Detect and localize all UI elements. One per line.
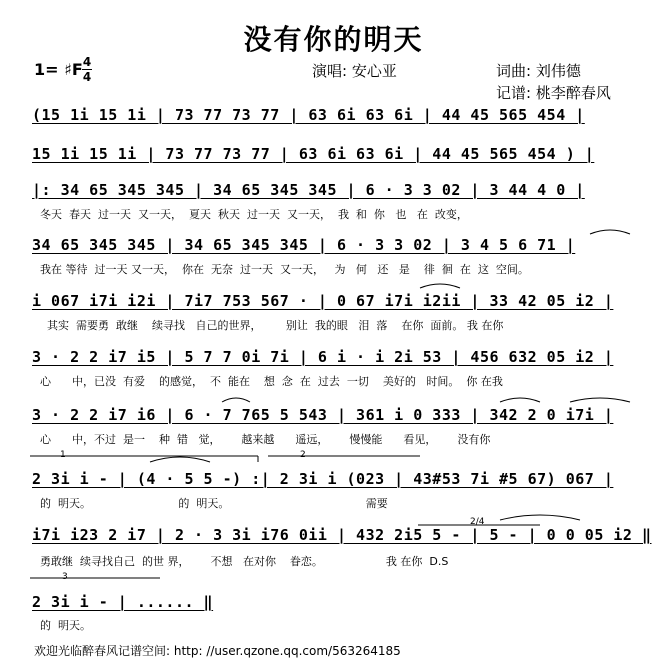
score-line-3: |: 34 65 345 345 | 34 65 345 345 | 6 · 3 3 02 | 3 44 4 0 | xyxy=(32,181,585,199)
tie-marks xyxy=(150,230,630,520)
meter-top: 4 xyxy=(82,55,92,69)
lyric-line-10: 的 明天。 xyxy=(40,619,91,632)
score-line-10: 2 3i i - | ...... ‖ xyxy=(32,593,214,611)
volta-2-label: 2 xyxy=(300,450,306,460)
score-line-6: 3 · 2 2 i7 i5 | 5 7 7 0i 7i | 6 i · i 2i 53 | 456 632 05 i2 | xyxy=(32,348,614,366)
lyric-line-3: 冬天 春天 过一天 又一天， 夏天 秋天 过一天 又一天， 我 和 你 也 在 改变， xyxy=(40,208,468,221)
lyric-line-9: 勇敢继 续寻找自己 的世 界， 不想 在对你 眷恋。 我 在你 D.S xyxy=(40,555,449,568)
key-signature: 1= ♯F xyxy=(34,60,83,79)
score-line-7: 3 · 2 2 i7 i6 | 6 · 7 765 5 543 | 361 i 0 333 | 342 2 0 i7i | xyxy=(32,406,614,424)
fraction-label: 2/4 xyxy=(470,517,485,527)
score-line-2: 15 1i 15 1i | 73 77 73 77 | 63 6i 63 6i | 44 45 565 454 ) | xyxy=(32,145,595,163)
score-line-8: 2 3i i - | (4 · 5 5 -) :| 2 3i i (023 | 43#53 7i #5 67) 067 | xyxy=(32,470,614,488)
score-line-5: i 067 i7i i2i | 7i7 753 567 · | 0 67 i7i i2ii | 33 42 05 i2 | xyxy=(32,292,614,310)
lyric-line-5: 其实 需要勇 敢继 续寻找 自己的世界， 别让 我的眼 泪 落 在你 面前。 我 在你 xyxy=(40,319,504,332)
score-line-4: 34 65 345 345 | 34 65 345 345 | 6 · 3 3 02 | 3 4 5 6 71 | xyxy=(32,236,576,254)
singer-credit: 演唱: 安心亚 xyxy=(312,62,397,80)
footer-credit: 欢迎光临醉春风记谱空间: http: //user.qzone.qq.com/563264185 xyxy=(34,644,401,658)
score-line-9: i7i i23 2 i7 | 2 · 3 3i i76 0ii | 432 2i5 5 - | 5 - | 0 0 05 i2 ‖ xyxy=(32,526,652,544)
meter-bottom: 4 xyxy=(82,70,92,84)
volta-3-label: 3 xyxy=(62,572,68,582)
lyric-line-4: 我在 等待 过一天 又一天， 你在 无奈 过一天 又一天， 为 何 还 是 徘 徊 在 这 空间。 xyxy=(40,263,529,276)
lyric-line-7: 心 中，不过 是一 种 错 觉， 越来越 遥远， 慢慢能 看见， 没有你 xyxy=(40,433,491,446)
song-title: 没有你的明天 xyxy=(243,23,424,56)
lyric-line-8: 的 明天。 的 明天。 需要 xyxy=(40,497,388,510)
lyric-line-6: 心 中，已没 有爱 的感觉， 不 能在 想 念 在 过去 一切 美好的 时间。 你 在我 xyxy=(40,375,503,388)
volta-1-label: 1 xyxy=(60,450,66,460)
score-line-1: (15 1i 15 1i | 73 77 73 77 | 63 6i 63 6i | 44 45 565 454 | xyxy=(32,106,585,124)
transcriber-credit: 记谱: 桃李醉春风 xyxy=(496,84,611,102)
composer-credit: 词曲: 刘伟德 xyxy=(496,62,581,80)
